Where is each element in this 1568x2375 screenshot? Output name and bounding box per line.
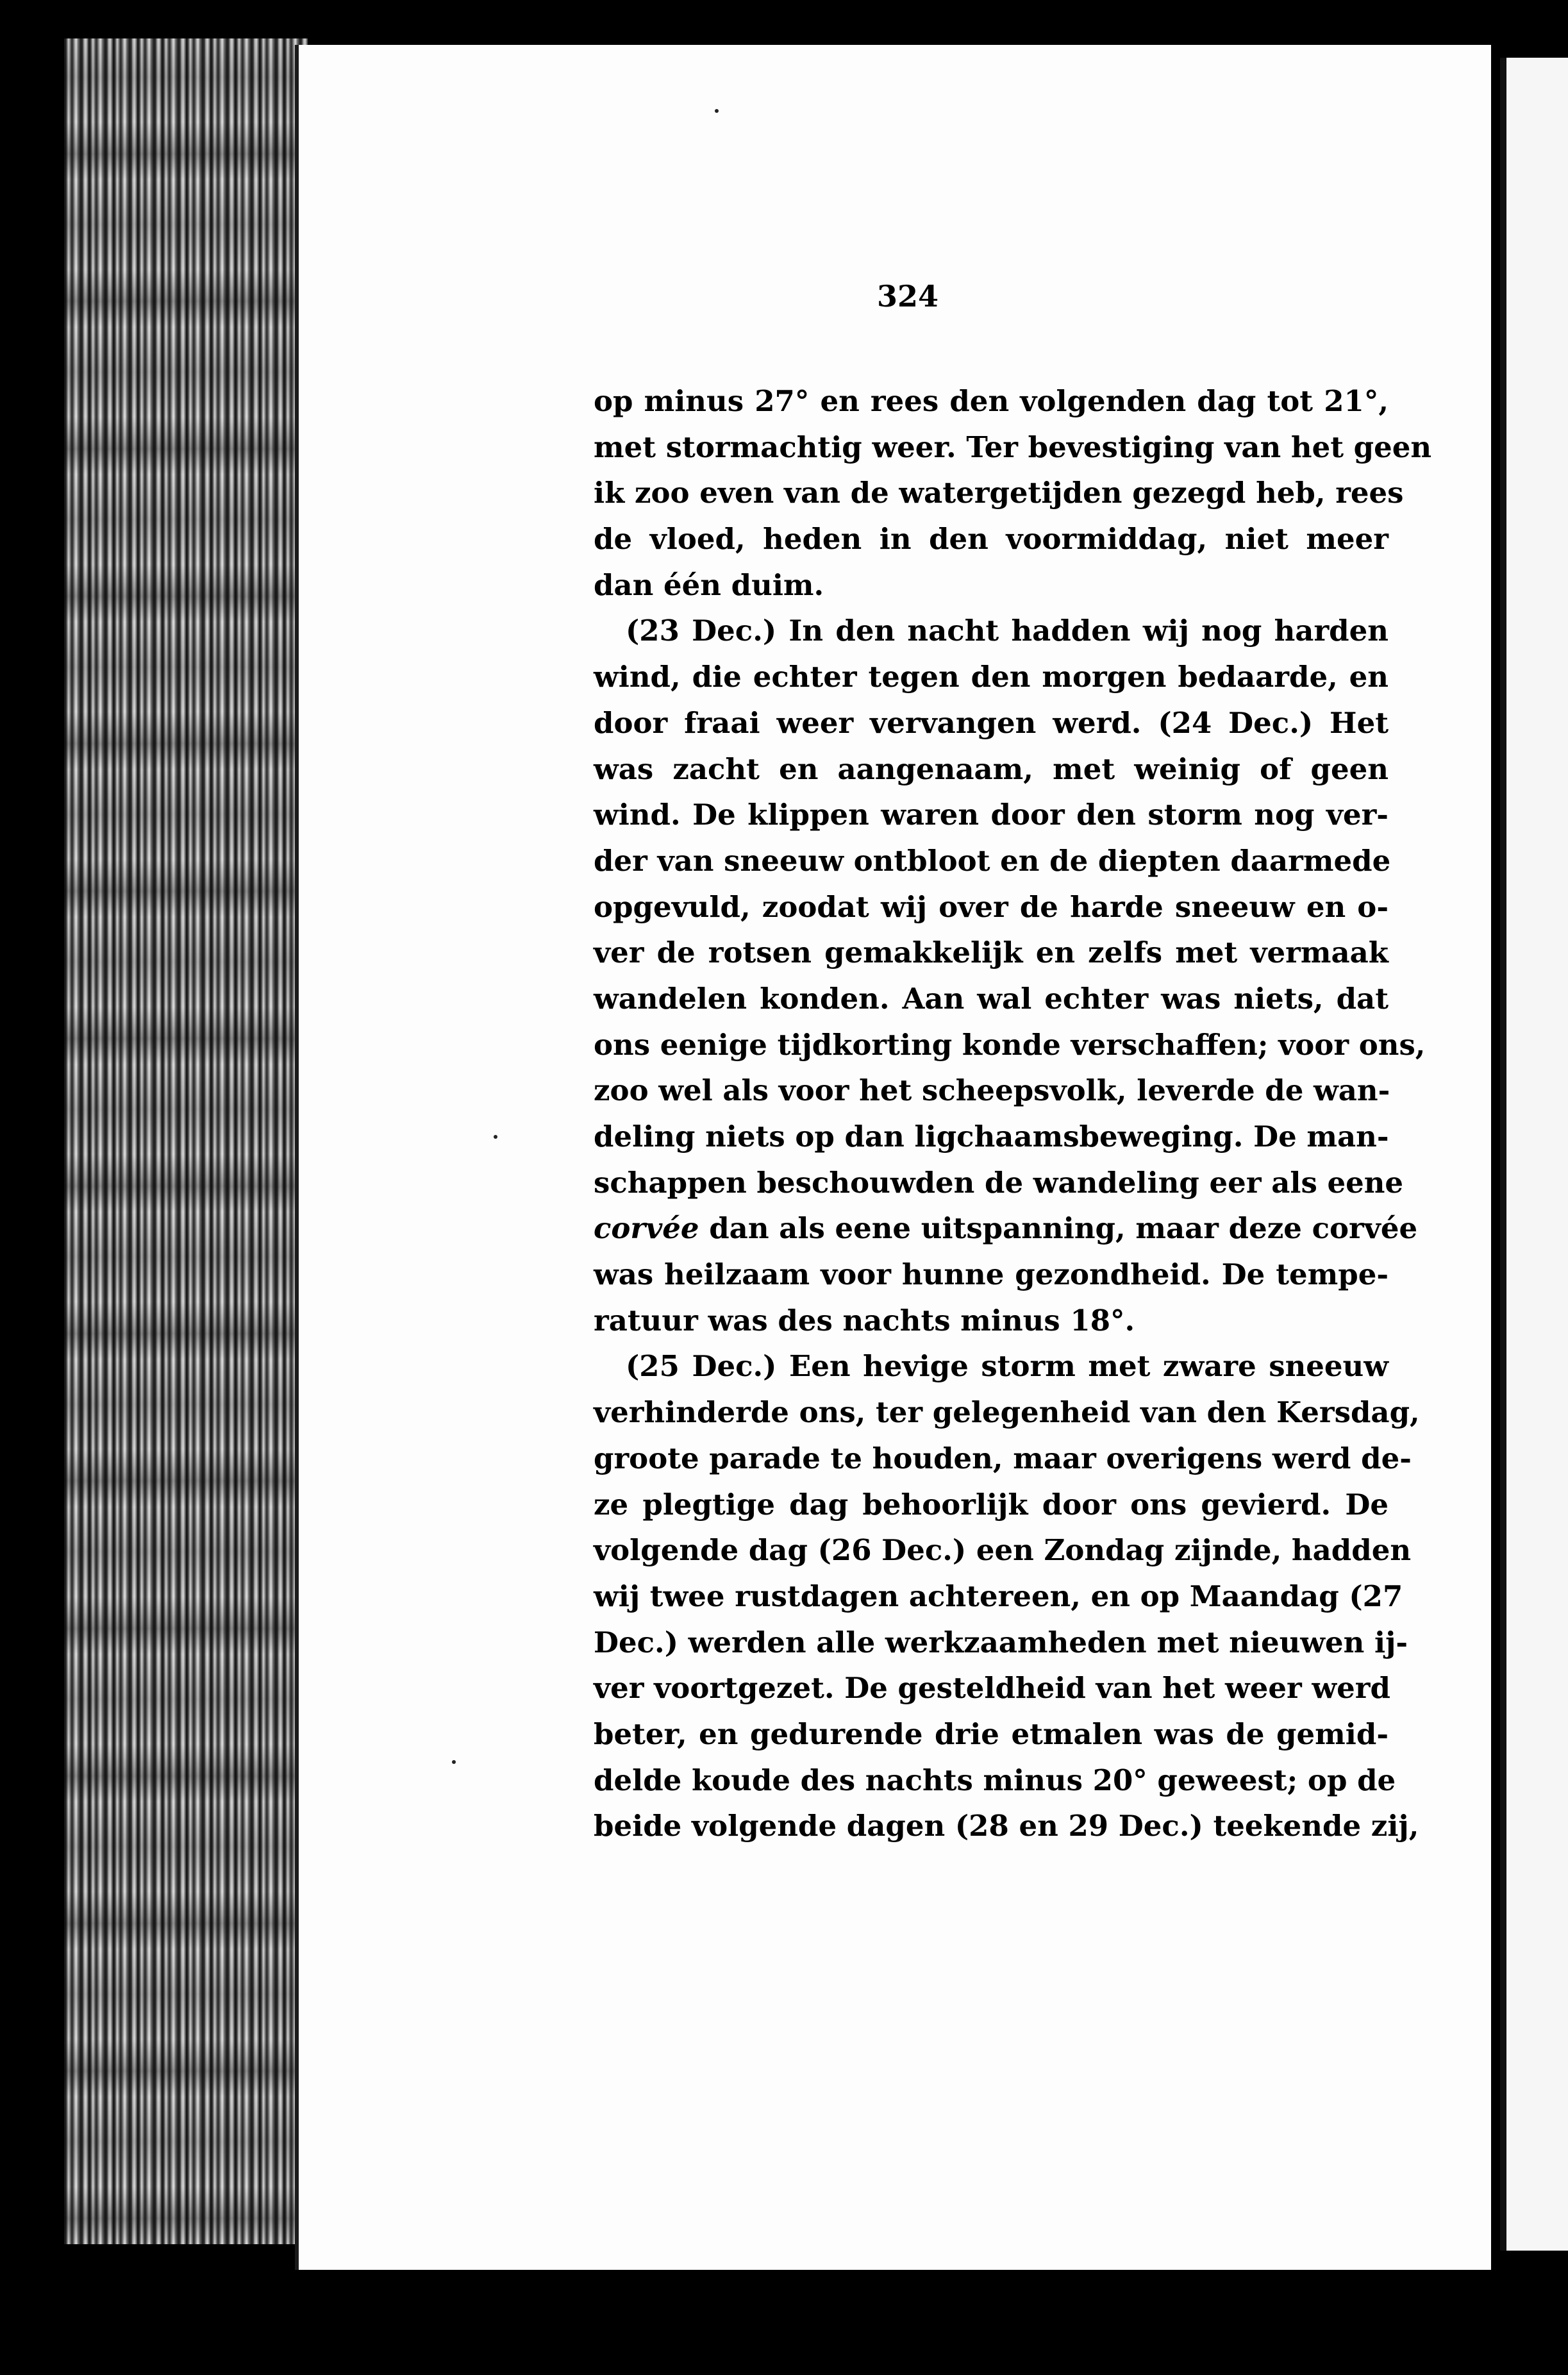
text-line: wind, die echter tegen den morgen bedaarde, en [594,660,1389,694]
page-text [594,378,1432,1849]
text-line: was zacht en aangenaam, met weinig of geen [594,751,1389,786]
text-line: ik zoo even van de watergetijden gezegd heb, rees [594,476,1404,510]
text-line: ons eenige tijdkorting konde verschaffen; voor ons, [594,1027,1426,1062]
scan-speck [494,1135,497,1139]
text-line: schappen beschouwden de wandeling eer als eene [594,1165,1404,1200]
text-line: beide volgende dagen (28 en 29 Dec.) teekende zij, [594,1809,1419,1843]
text-line: door fraai weer vervangen werd. (24 Dec.) Het [594,705,1389,740]
scan-speck [452,1760,456,1764]
next-page-edge [1500,58,1568,2251]
page-number: 324 [876,279,939,314]
text-line: wij twee rustdagen achtereen, en op Maandag (27 [594,1579,1403,1613]
text-line: ratuur was des nachts minus 18°. [594,1303,1135,1338]
text-line: beter, en gedurende drie etmalen was de gemid- [594,1716,1389,1751]
text-line: wind. De klippen waren door den storm nog ver- [594,798,1389,832]
text-line: zoo wel als voor het scheepsvolk, leverde de wan- [594,1073,1390,1108]
text-line: der van sneeuw ontbloot en de diepten daarmede [594,843,1391,878]
book-page-edges [64,38,308,2244]
text-line: ver de rotsen gemakkelijk en zelfs met vermaak [594,936,1389,970]
text-line: was heilzaam voor hunne gezondheid. De tempe- [594,1257,1389,1292]
text-line: dan één duim. [594,567,824,602]
text-line: deling niets op dan ligchaamsbeweging. De man- [594,1120,1389,1154]
text-line: wandelen konden. Aan wal echter was niets, dat [594,981,1389,1016]
text-line: op minus 27° en rees den volgenden dag tot 21°, [594,384,1389,418]
book-page [295,45,1491,2270]
text-line: verhinderde ons, ter gelegenheid van den Kersdag, [594,1395,1420,1430]
text-line: ver voortgezet. De gesteldheid van het weer werd [594,1671,1390,1706]
text-line: opgevuld, zoodat wij over de harde sneeuw en o- [594,889,1389,924]
text-line: volgende dag (26 Dec.) een Zondag zijnde, hadden [594,1533,1412,1568]
text-line: (25 Dec.) Een hevige storm met zware sneeuw [626,1349,1389,1384]
text-line: de vloed, heden in den voormiddag, niet meer [594,522,1389,557]
text-line: ze plegtige dag behoorlijk door ons gevierd. De [594,1487,1389,1522]
text-line: (23 Dec.) In den nacht hadden wij nog harden [626,614,1389,648]
text-line: Dec.) werden alle werkzaamheden met nieuwen ij- [594,1625,1408,1659]
scan-speck [715,109,719,113]
text-line: groote parade te houden, maar overigens werd de- [594,1441,1412,1475]
text-line: met stormachtig weer. Ter bevestiging van het geen [594,430,1432,464]
text-line: delde koude des nachts minus 20° geweest; op de [594,1763,1396,1797]
text-line: corvée dan als eene uitspanning, maar deze corvée [594,1211,1418,1246]
